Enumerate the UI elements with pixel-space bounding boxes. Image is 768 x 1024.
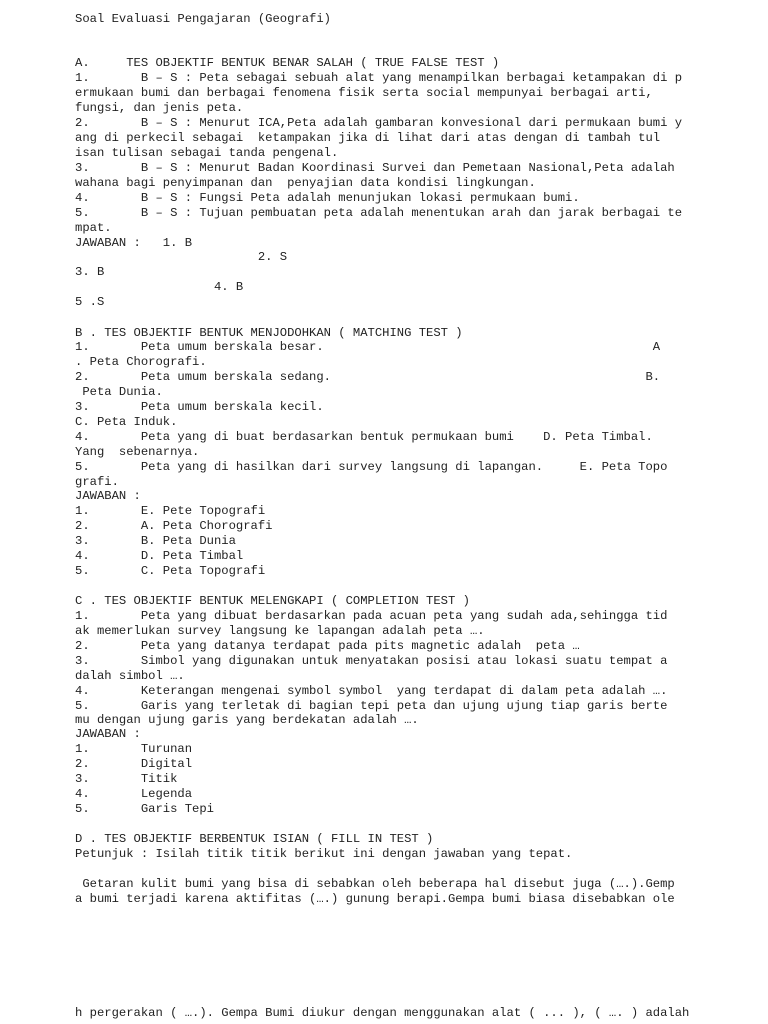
section-c-heading: C . TES OBJEKTIF BENTUK MELENGKAPI ( COMPLETION TEST ) — [75, 594, 470, 608]
answer-line: JAWABAN : — [75, 727, 141, 741]
question-line: mu dengan ujung garis yang berdekatan adalah …. — [75, 713, 419, 727]
question-line: grafi. — [75, 475, 119, 489]
question-line: 4. Keterangan mengenai symbol symbol yang terdapat di dalam peta adalah …. — [75, 684, 668, 698]
question-line: isan tulisan sebagai tanda pengenal. — [75, 146, 339, 160]
question-line: ang di perkecil sebagai ketampakan jika di lihat dari atas dengan di tambah tul — [75, 131, 661, 145]
answer-line: 3. B. Peta Dunia — [75, 534, 236, 548]
section-a-heading: A. TES OBJEKTIF BENTUK BENAR SALAH ( TRUE FALSE TEST ) — [75, 56, 500, 70]
question-line: 1. Peta yang dibuat berdasarkan pada acuan peta yang sudah ada,sehingga tid — [75, 609, 668, 623]
section-d-heading: D . TES OBJEKTIF BERBENTUK ISIAN ( FILL IN TEST ) — [75, 832, 434, 846]
question-line: fungsi, dan jenis peta. — [75, 101, 244, 115]
answer-line: 1. E. Pete Topografi — [75, 504, 266, 518]
question-line: 5. Garis yang terletak di bagian tepi peta dan ujung ujung tiap garis berte — [75, 699, 668, 713]
answer-line: 4. B — [75, 280, 244, 294]
question-line: ermukaan bumi dan berbagai fenomena fisik serta social mempunyai berbagai arti, — [75, 86, 653, 100]
answer-line: JAWABAN : — [75, 489, 141, 503]
answer-line: 1. Turunan — [75, 742, 193, 756]
question-line: Peta Dunia. — [75, 385, 163, 399]
answer-line: 2. S — [75, 250, 288, 264]
question-line: mpat. — [75, 221, 112, 235]
answer-line: 2. A. Peta Chorografi — [75, 519, 273, 533]
answer-line: 5 .S — [75, 295, 105, 309]
answer-line: 3. B — [75, 265, 105, 279]
question-line: 4. B – S : Fungsi Peta adalah menunjukan lokasi permukaan bumi. — [75, 191, 580, 205]
question-line: 3. Simbol yang digunakan untuk menyatakan posisi atau lokasi suatu tempat a — [75, 654, 668, 668]
document-title: Soal Evaluasi Pengajaran (Geografi) — [75, 12, 331, 26]
question-line: 2. B – S : Menurut ICA,Peta adalah gambaran konvesional dari permukaan bumi y — [75, 116, 683, 130]
answer-line: JAWABAN : 1. B — [75, 236, 193, 250]
question-line: wahana bagi penyimpanan dan penyajian data kondisi lingkungan. — [75, 176, 536, 190]
question-line: C. Peta Induk. — [75, 415, 178, 429]
answer-line: 2. Digital — [75, 757, 193, 771]
question-line: . Peta Chorografi. — [75, 355, 207, 369]
question-line: 2. Peta umum berskala sedang. B. — [75, 370, 661, 384]
question-line: 4. Peta yang di buat berdasarkan bentuk permukaan bumi D. Peta Timbal. — [75, 430, 653, 444]
question-line: 1. Peta umum berskala besar. A — [75, 340, 661, 354]
paragraph-line: h pergerakan ( ….). Gempa Bumi diukur dengan menggunakan alat ( ... ), ( …. ) adalah — [75, 1006, 690, 1020]
paragraph-line: a bumi terjadi karena aktifitas (….) gunung berapi.Gempa bumi biasa disebabkan ole — [75, 892, 675, 906]
answer-line: 4. Legenda — [75, 787, 193, 801]
section-b-heading: B . TES OBJEKTIF BENTUK MENJODOHKAN ( MATCHING TEST ) — [75, 326, 463, 340]
question-line: Yang sebenarnya. — [75, 445, 200, 459]
answer-line: 3. Titik — [75, 772, 178, 786]
answer-line: 5. C. Peta Topografi — [75, 564, 266, 578]
question-line: 5. B – S : Tujuan pembuatan peta adalah menentukan arah dan jarak berbagai te — [75, 206, 683, 220]
question-line: 3. B – S : Menurut Badan Koordinasi Survei dan Pemetaan Nasional,Peta adalah — [75, 161, 675, 175]
answer-line: 5. Garis Tepi — [75, 802, 214, 816]
question-line: 2. Peta yang datanya terdapat pada pits magnetic adalah peta … — [75, 639, 580, 653]
question-line: 1. B – S : Peta sebagai sebuah alat yang menampilkan berbagai ketampakan di p — [75, 71, 683, 85]
question-line: ak memerlukan survey langsung ke lapangan adalah peta …. — [75, 624, 485, 638]
answer-line: 4. D. Peta Timbal — [75, 549, 244, 563]
question-line: dalah simbol …. — [75, 669, 185, 683]
paragraph-line: Getaran kulit bumi yang bisa di sebabkan oleh beberapa hal disebut juga (….).Gemp — [75, 877, 675, 891]
question-line: 3. Peta umum berskala kecil. — [75, 400, 324, 414]
question-line: 5. Peta yang di hasilkan dari survey langsung di lapangan. E. Peta Topo — [75, 460, 668, 474]
instruction-line: Petunjuk : Isilah titik titik berikut ini dengan jawaban yang tepat. — [75, 847, 573, 861]
